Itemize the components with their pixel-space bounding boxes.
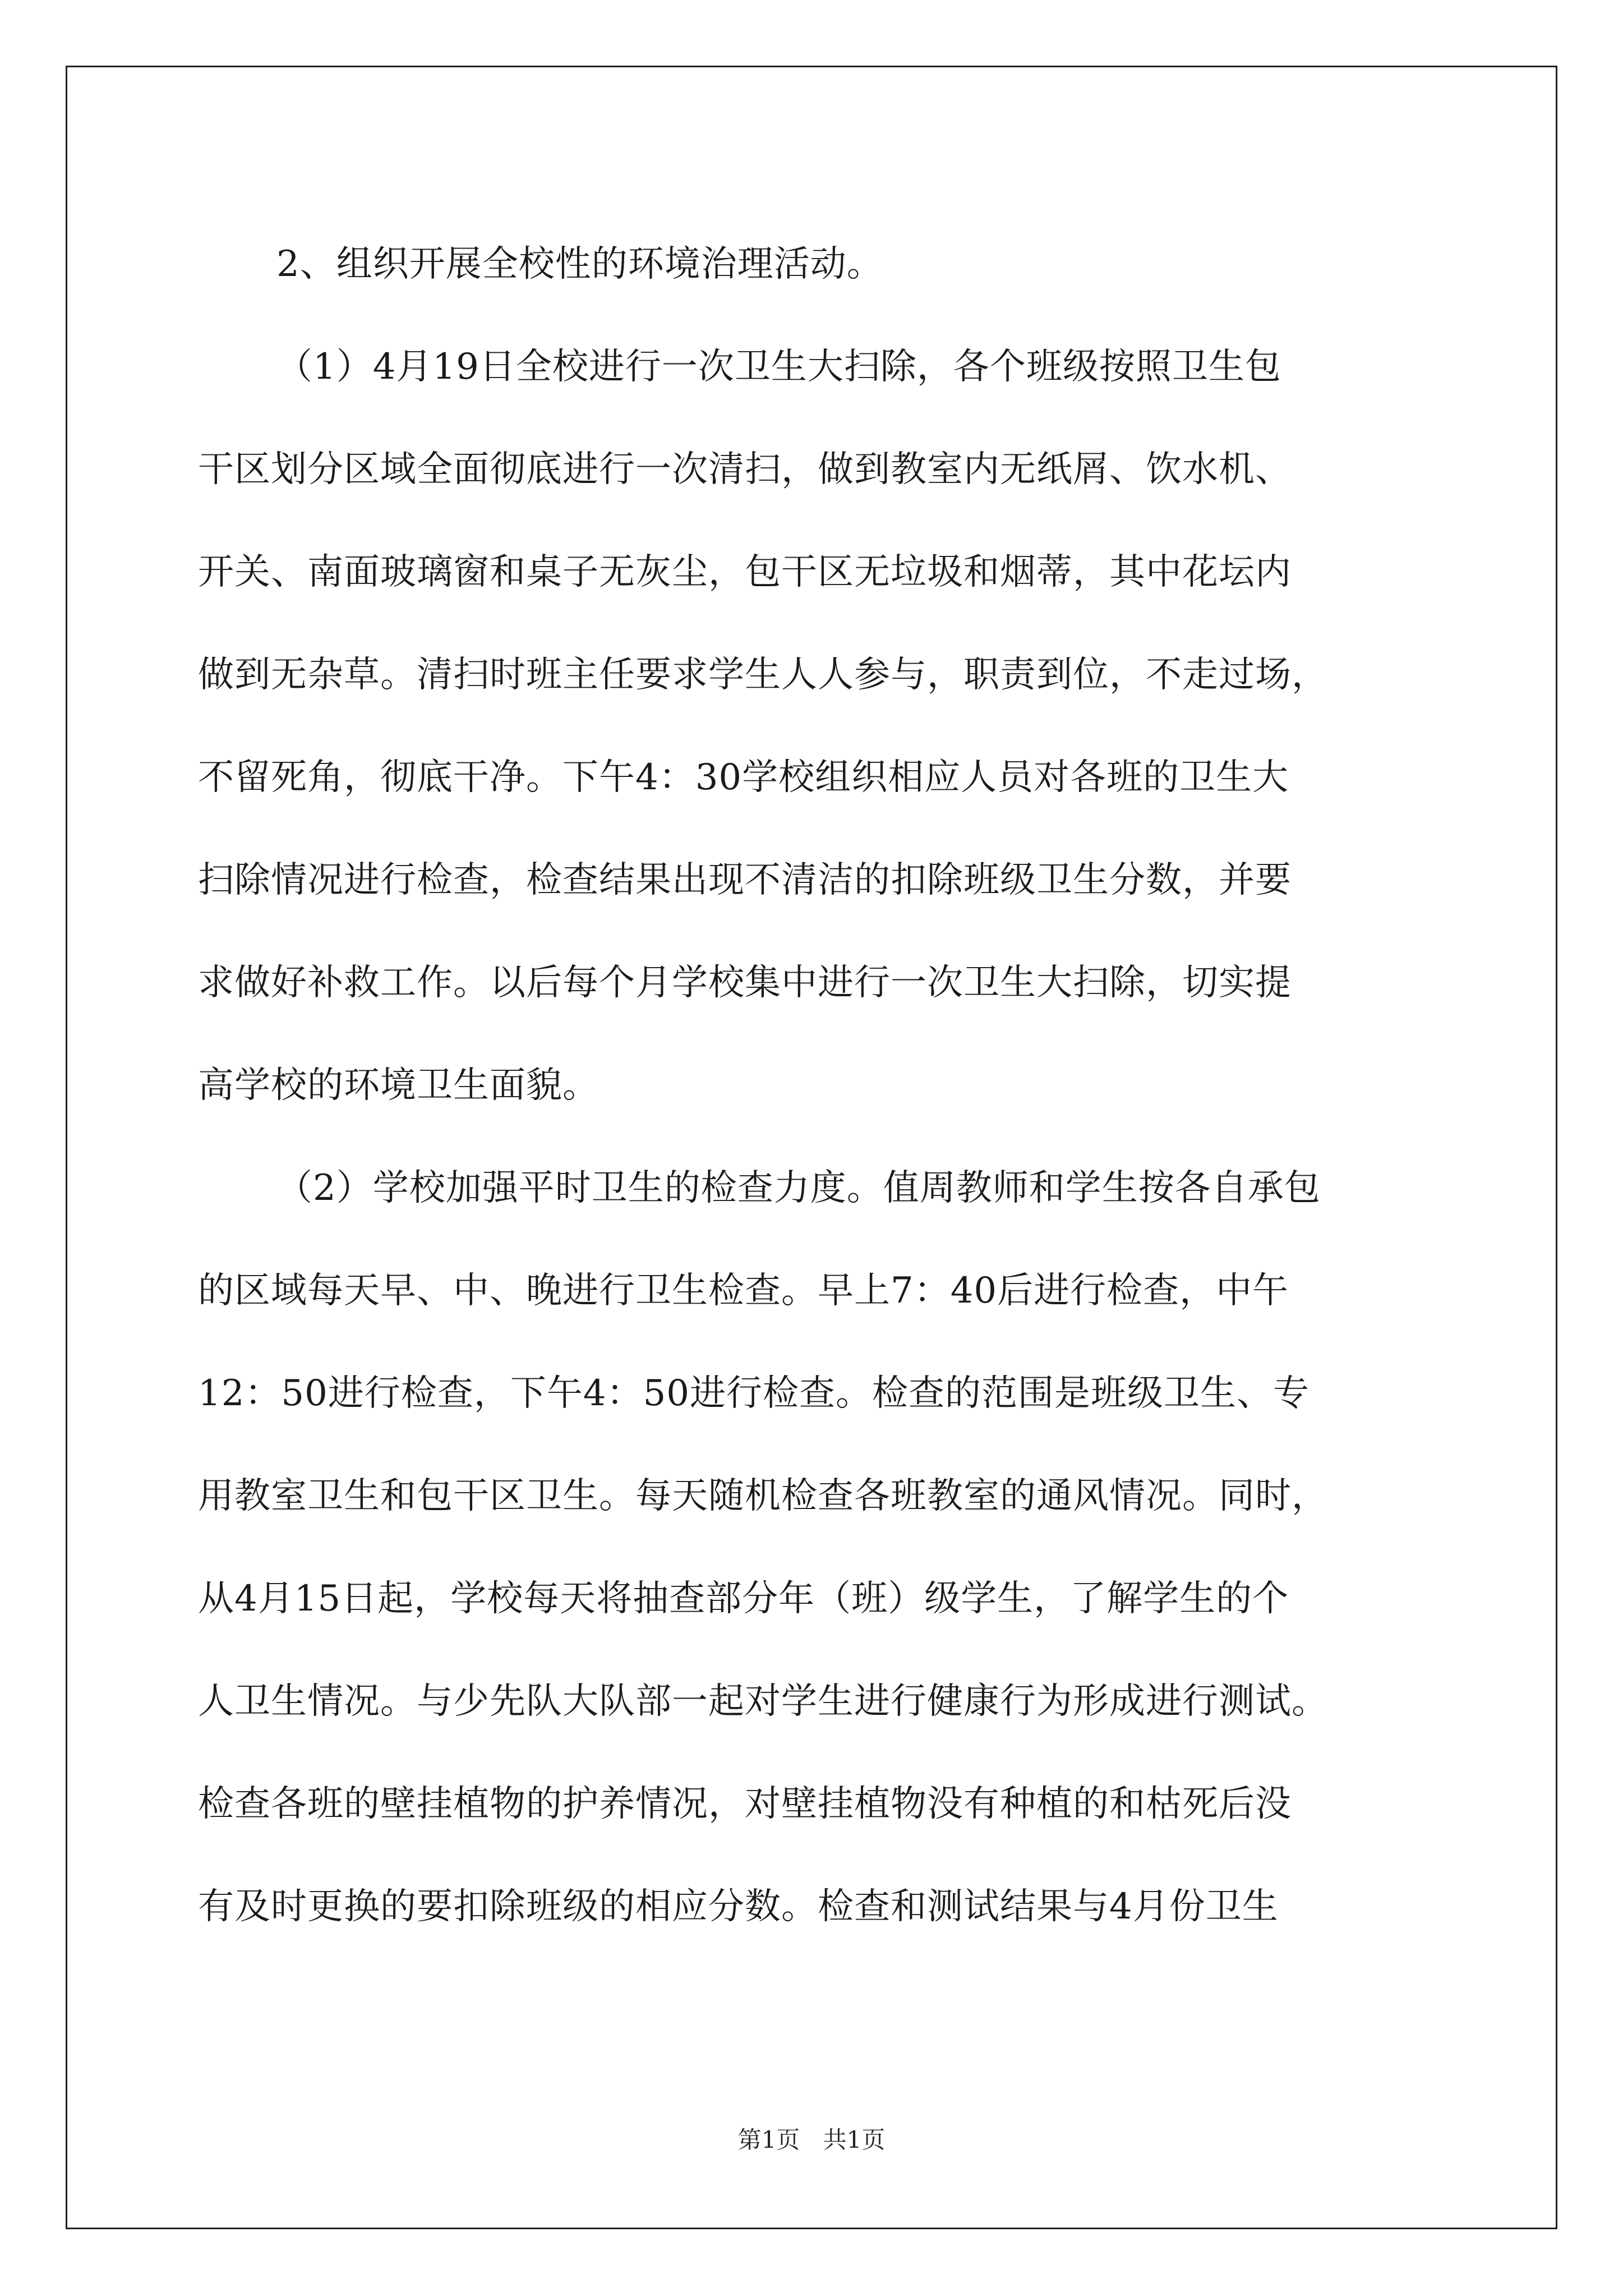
page-total: 共1页	[823, 2126, 886, 2154]
text-line: 不留死角，彻底干净。下午4：30学校组织相应人员对各班的卫生大	[198, 757, 1289, 798]
text-line: 有及时更换的要扣除班级的相应分数。检查和测试结果与4月份卫生	[198, 1886, 1279, 1927]
text-line: 用教室卫生和包干区卫生。每天随机检查各班教室的通风情况。同时，	[198, 1475, 1328, 1517]
text-line: 扫除情况进行检查，检查结果出现不清洁的扣除班级卫生分数，并要	[198, 859, 1292, 901]
text-line: （2）学校加强平时卫生的检查力度。值周教师和学生按各自承包	[276, 1167, 1321, 1209]
page-footer	[0, 2123, 1623, 2157]
page-number: 第1页	[737, 2126, 800, 2154]
text-line: 开关、南面玻璃窗和桌子无灰尘，包干区无垃圾和烟蒂，其中花坛内	[198, 551, 1292, 593]
text-line: 做到无杂草。清扫时班主任要求学生人人参与，职责到位，不走过场，	[198, 654, 1328, 696]
text-line: 12：50进行检查，下午4：50进行检查。检查的范围是班级卫生、专	[198, 1373, 1310, 1414]
document-body	[198, 213, 1432, 1958]
text-line: 高学校的环境卫生面貌。	[198, 1065, 599, 1106]
text-line: 求做好补救工作。以后每个月学校集中进行一次卫生大扫除，切实提	[198, 962, 1292, 1004]
text-line: 检查各班的壁挂植物的护养情况，对壁挂植物没有种植的和枯死后没	[198, 1783, 1292, 1825]
text-line: 人卫生情况。与少先队大队部一起对学生进行健康行为形成进行测试。	[198, 1681, 1328, 1722]
text-line: 的区域每天早、中、晚进行卫生检查。早上7：40后进行检查，中午	[198, 1270, 1289, 1312]
text-line: （1）4月19日全校进行一次卫生大扫除，各个班级按照卫生包	[276, 346, 1281, 388]
text-line: 干区划分区域全面彻底进行一次清扫，做到教室内无纸屑、饮水机、	[198, 449, 1292, 490]
paragraph-heading: 2、组织开展全校性的环境治理活动。	[276, 243, 883, 285]
text-line: 从4月15日起，学校每天将抽查部分年（班）级学生，了解学生的个	[198, 1578, 1289, 1619]
